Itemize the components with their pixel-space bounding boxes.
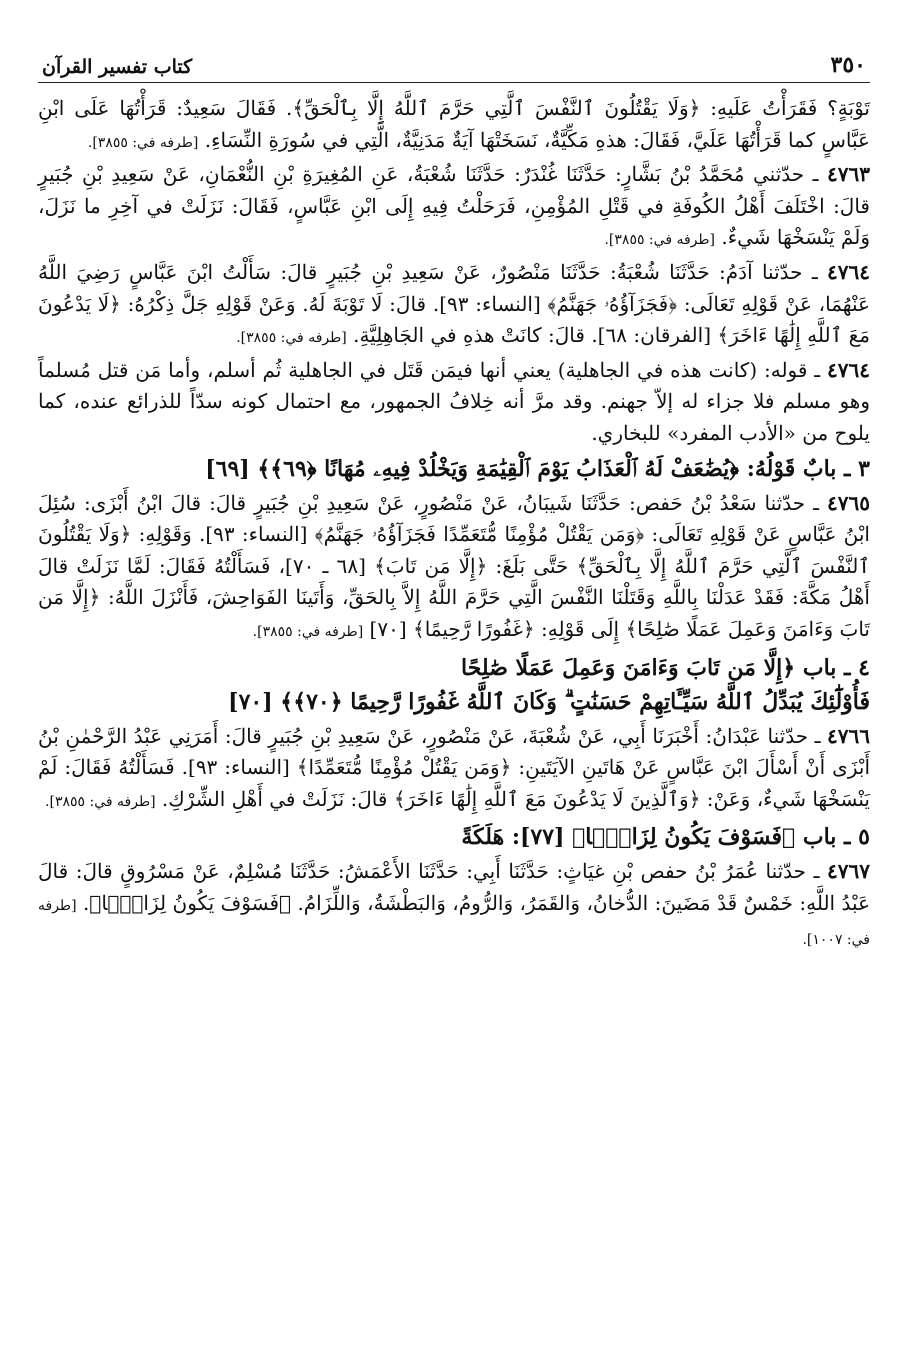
page-body xyxy=(38,93,870,957)
commentary-4764 xyxy=(38,355,870,450)
chapter-label: ٥ ـ باب xyxy=(802,824,870,851)
cross-reference: [طرفه في: ٣٨٥٥]. xyxy=(87,134,199,151)
chapter-quran-quote: ﴿يُضَٰعَفْ لَهُ ٱلْعَذَابُ يَوْمَ ٱلْقِيَٰمَةِ وَيَخْلُدْ فِيهِۦ مُهَانًا ﴿٦٩﴾﴾ [٦٩] xyxy=(205,455,740,482)
hadith-number: ٤٧٦٤ xyxy=(827,259,871,284)
commentary-number: ٤٧٦٤ xyxy=(827,357,871,382)
paragraph-text: تَوْبَةٍ؟ فَقَرَأْتُ عَلَيهِ: ﴿وَلَا يَقْتُلُونَ ٱلنَّفْسَ ٱلَّتِي حَرَّمَ ٱللَّهُ إِلَّا بِٱلْحَقِّ﴾. فَقَالَ سَعِيدٌ: قَرَأْتُهَا عَلَى ابْنِ عَبَّاسٍ كما قَرَأْتُهَا عَلَيَّ، فَقَالَ: هذهِ مَكِّيَّةٌ، نَسَخَتْهَا آيَةٌ مَدَنِيَّةٌ، الَّتِي في سُورَةِ النِّسَاءِ. xyxy=(38,96,870,152)
commentary-text: ـ قوله: (كانت هذه في الجاهلية) يعني أنها فيمَن قَتَل في الجاهلية ثُم أسلم، وأما مَن قتل مُسلماً وهو مسلم فلا جزاء له إلاّ جهنم. وقد مرَّ أنه خِلافُ الجمهور، مع احتمال كونه سدّاً للذرائع عنده، كما يلوح من «الأدب المفرد» للبخاري. xyxy=(38,357,870,445)
chapter-label: ٣ ـ بابٌ قَوْلُهُ: xyxy=(746,455,870,482)
running-head xyxy=(38,52,870,82)
hadith-4764 xyxy=(38,257,870,355)
chapter-quran-quote-line-2: فَأُوْلَٰٓئِكَ يُبَدِّلُ ٱللَّهُ سَيِّـَٔاتِهِمْ حَسَنَٰتٍ ۗ وَكَانَ ٱللَّهُ غَفُورًا رَّحِيمًا ﴿٧٠﴾﴾ [٧٠] xyxy=(228,688,870,715)
hadith-number: ٤٧٦٣ xyxy=(827,162,870,187)
cross-reference: [طرفه في: ٣٨٥٥]. xyxy=(45,793,156,810)
page-number: ٣٥٠ xyxy=(830,52,866,78)
chapter-quran-quote: ﴿فَسَوْفَ يَكُونُ لِزَامًۢا﴾ [٧٧]: هَلَكَةً xyxy=(461,824,796,851)
cross-reference: [طرفه في: ٣٨٥٥]. xyxy=(604,232,715,249)
hadith-4767 xyxy=(38,856,870,957)
hadith-text: ـ حدّثنا سَعْدُ بْنُ حَفص: حَدَّثَنَا شَيبَانُ، عَنْ مَنْصُورٍ، عَنْ سَعِيدِ بْنِ جُبَيرٍ قالَ: قالَ ابْنُ أَبْزَى: سُئِلَ ابْنُ عَبَّاسٍ عَنْ قَوْلِهِ تَعَالَى: ﴿وَمَن يَقْتُلْ مُؤْمِنًا مُّتَعَمِّدًا فَجَزَآؤُهُۥ جَهَنَّمُ﴾ [النساء: ٩٣]. وَقَوْلِهِ: ﴿وَلَا يَقْتُلُونَ ٱلنَّفْسَ ٱلَّتِي حَرَّمَ ٱللَّهُ إِلَّا بِٱلْحَقِّ﴾ حَتَّى بَلَغَ: ﴿إِلَّا مَن تَابَ﴾ [٦٨ ـ ٧٠]، فَسَأَلْتُهُ فَقَالَ: لَمَّا نَزَلَتْ قالَ أَهْلُ مَكَّةَ: فَقَدْ عَدَلْنَا بِاللَّهِ وَقَتَلْنَا النَّفْسَ الَّتِي حَرَّمَ اللَّهُ إِلاَّ بِالحَقِّ، وَأَتَينَا الفَوَاحِشَ، فَأَنْزَلَ اللَّهُ: ﴿إِلَّا مَن تَابَ وَءَامَنَ وَعَمِلَ عَمَلًا صَٰلِحًا﴾ إِلَى قَوْلِهِ: ﴿غَفُورًا رَّحِيمًا﴾ [٧٠] xyxy=(38,490,871,641)
hadith-4766 xyxy=(38,721,870,819)
chapter-heading-4 xyxy=(38,651,870,719)
hadith-number: ٤٧٦٧ xyxy=(827,859,870,884)
cross-reference: [طرفه في: ١٠٠٧]. xyxy=(38,897,870,949)
cross-reference: [طرفه في: ٣٨٥٥]. xyxy=(252,623,364,640)
chapter-label: ٤ ـ باب xyxy=(802,654,870,681)
hadith-text: ـ حدّثنا عَبْدَانُ: أَخْبَرَنَا أَبِي، عَنْ شُعْبَةَ، عَنْ مَنْصُورٍ، عَنْ سَعِيدِ بْنِ جُبَيرٍ قالَ: أَمَرَنِي عَبْدُ الرَّحْمٰنِ بْنُ أَبْزَى أَنْ أَسْأَلَ ابْنَ عَبَّاسٍ عَنْ هَاتَينِ الآيَتَينِ: ﴿وَمَن يَقْتُلْ مُؤْمِنًا مُّتَعَمِّدًا﴾ [النساء: ٩٣]. فَسَأَلْتُهُ فَقَالَ: لَمْ يَنْسَخْهَا شَيءٌ، وَعَنْ: ﴿وَٱلَّذِينَ لَا يَدْعُونَ مَعَ ٱللَّهِ إِلَٰهًا ءَاخَرَ﴾ قالَ: نَزَلَتْ في أَهْلِ الشِّرْكِ. xyxy=(38,723,870,811)
chapter-quran-quote-line-1: ﴿إِلَّا مَن تَابَ وَءَامَنَ وَعَمِلَ عَمَلًا صَٰلِحًا xyxy=(461,654,796,681)
hadith-number: ٤٧٦٦ xyxy=(827,723,871,748)
hadith-text: ـ حدّثني مُحَمَّدُ بْنُ بَشَّارٍ: حَدَّثَنَا غُنْدَرٌ: حَدَّثَنَا شُعْبَةُ، عَنِ المُغِيرَةِ بْنِ النُّعْمَانِ، عَنْ سَعِيدِ بْنِ جُبَيرٍ قالَ: اخْتَلَفَ أَهْلُ الكُوفَةِ في قَتْلِ المُؤْمِنِ، فَرَحَلْتُ فِيهِ إِلَى ابْنِ عَبَّاسٍ، فَقَالَ: نَزَلَتْ في آخِرِ ما نَزَلَ، وَلَمْ يَنْسَخْهَا شَيءٌ. xyxy=(38,162,870,250)
cross-reference: [طرفه في: ٣٨٥٥]. xyxy=(236,330,347,347)
hadith-number: ٤٧٦٥ xyxy=(827,490,871,515)
header-rule xyxy=(38,82,870,83)
hadith-4765 xyxy=(38,488,870,649)
book-title: كتاب تفسير القرآن xyxy=(42,56,193,78)
hadith-text: ـ حدّثنا عُمَرُ بْنُ حفص بْنِ غيَاثٍ: حَدَّثَنَا أَبِي: حَدَّثَنَا الأَعْمَشُ: حَدَّثَنَا مُسْلِمٌ، عَنْ مَسْرُوقٍ قالَ: قالَ عَبْدُ اللَّهِ: خَمْسٌ قَدْ مَضَينَ: الدُّخانُ، وَالقَمَرُ، وَالرُّومُ، وَالبَطْشَةُ، وَاللِّزَامُ. ﴿فَسَوْفَ يَكُونُ لِزَامًۢا﴾. xyxy=(38,859,870,915)
hadith-text: ـ حدّثنا آدَمُ: حَدَّثَنَا شُعْبَةُ: حَدَّثَنَا مَنْصُورٌ، عَنْ سَعِيدِ بْنِ جُبَيرٍ قالَ: سَأَلْتُ ابْنَ عَبَّاسٍ رَضِيَ اللَّهُ عَنْهُمَا، عَنْ قَوْلِهِ تَعَالَى: ﴿فَجَزَآؤُهُۥ جَهَنَّمُ﴾ [النساء: ٩٣]. قالَ: لَا تَوْبَةَ لَهُ. وَعَنْ قَوْلِهِ جَلَّ ذِكْرُهُ: ﴿لَا يَدْعُونَ مَعَ ٱللَّهِ إِلَٰهًا ءَاخَرَ﴾ [الفرقان: ٦٨]. قالَ: كانَتْ هذهِ في الجَاهِلِيَّةِ. xyxy=(38,259,870,348)
paragraph-continuation xyxy=(38,93,870,159)
chapter-heading-5 xyxy=(38,820,870,854)
hadith-4763 xyxy=(38,159,870,257)
chapter-heading-3 xyxy=(38,452,870,486)
